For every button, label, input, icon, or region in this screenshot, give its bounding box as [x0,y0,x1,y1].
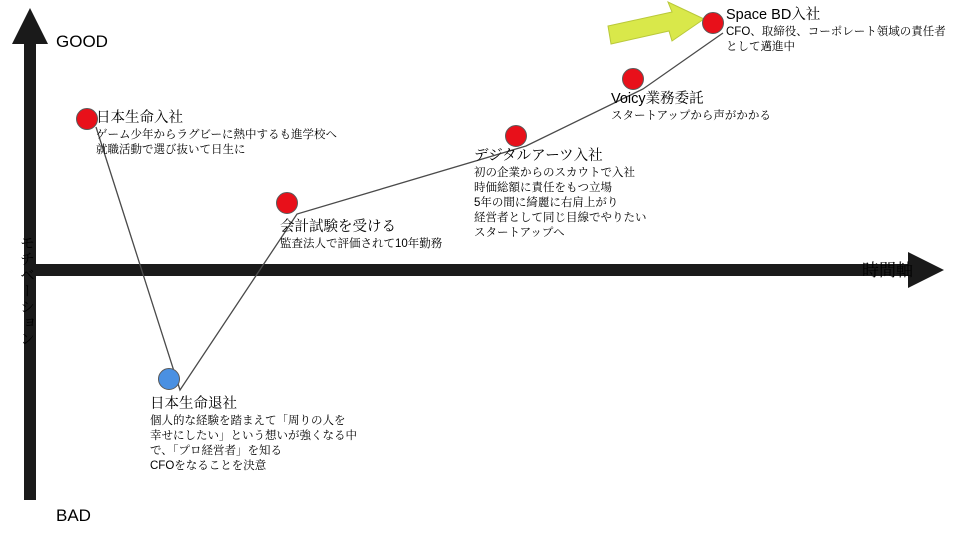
annotation-nihon-seimei-leave [150,395,357,474]
axis-label-motivation: モチベーション [18,235,35,347]
annotation-body: 初の企業からのスカウトで入社 時価総額に責任をもつ立場 5年の間に綺麗に右肩上がり 経営者として同じ目線でやりたい スタートアップへ [474,167,647,239]
node-digital-arts-join[interactable] [505,125,527,147]
annotation-title: 日本生命退社 [150,396,237,412]
axis-label-good: GOOD [56,32,108,51]
annotation-title: 日本生命入社 [96,110,183,126]
annotation-body: ゲーム少年からラグビーに熱中するも進学校へ 就職活動で選び抜いて日生に [96,129,338,156]
axis-label-time: 時間軸 [862,261,913,280]
highlight-arrow [608,2,704,44]
horizontal-axis-arrow [30,252,944,288]
annotation-body: スタートアップから声がかかる [611,110,771,122]
annotation-title: Space BD入社 [726,7,821,23]
annotation-nihon-seimei-join [96,109,337,158]
annotation-body: 監査法人で評価されて10年勤務 [280,238,443,250]
annotation-body: CFO、取締役、コーポレート領域の責任者 として邁進中 [726,26,946,53]
node-kaikei-shiken[interactable] [276,192,298,214]
annotation-voicy-contract [611,90,771,124]
annotation-title: Voicy業務委託 [611,91,704,107]
annotation-digital-arts-join [474,147,647,241]
node-nihon-seimei-leave[interactable] [158,368,180,390]
annotation-kaikei-shiken [280,218,442,252]
annotation-body: 個人的な経験を踏まえて「周りの人を 幸せにしたい」という想いが強くなる中 で、「プロ経営者」を知る CFOをなることを決意 [150,415,357,472]
annotation-space-bd-join [726,6,946,55]
node-nihon-seimei-join[interactable] [76,108,98,130]
annotation-title: デジタルアーツ入社 [474,148,603,164]
annotation-title: 会計試験を受ける [280,219,396,235]
node-voicy-contract[interactable] [622,68,644,90]
axis-label-bad: BAD [56,506,91,525]
node-space-bd-join[interactable] [702,12,724,34]
